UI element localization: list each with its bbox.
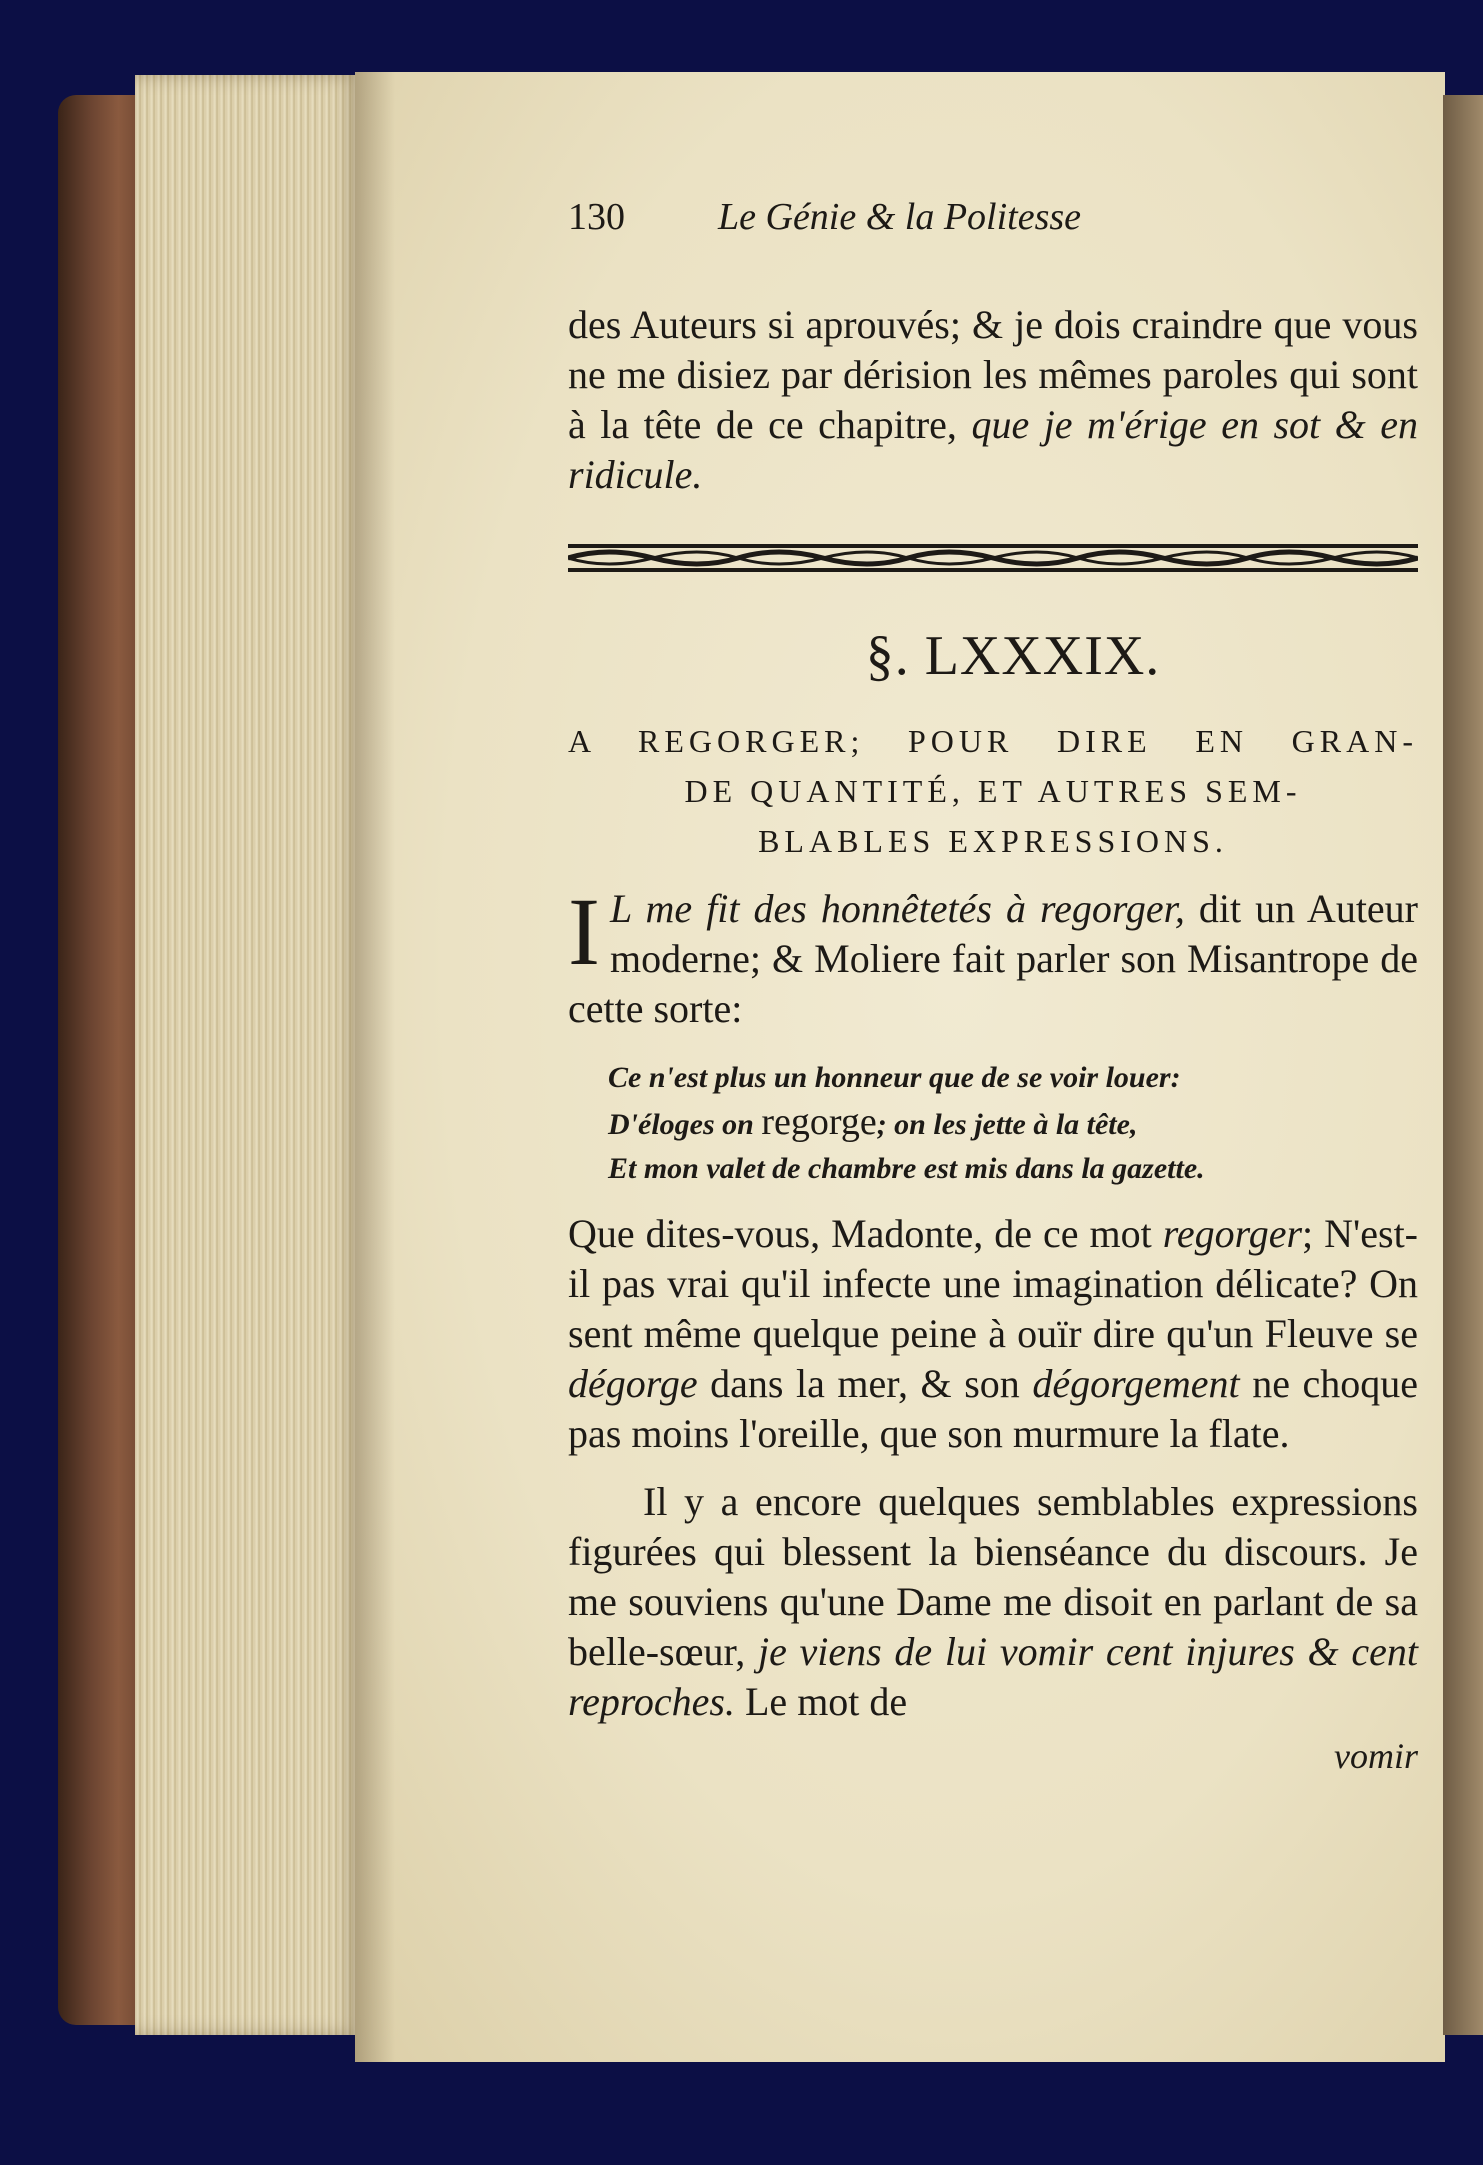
paragraph-3 <box>568 1477 1418 1727</box>
section-heading <box>568 716 1418 866</box>
ornament-rule <box>568 540 1418 576</box>
p2-d: dégorge <box>568 1361 698 1406</box>
page-stack-edge <box>135 75 360 2035</box>
running-head <box>568 195 1418 255</box>
facing-page-edge <box>1443 95 1483 2035</box>
page-content <box>568 195 1418 1777</box>
verse-line-1: Ce n'est plus un honneur que de se voir louer: <box>608 1061 1181 1094</box>
heading-line-2: DE QUANTITÉ, ET AUTRES SEM- <box>684 773 1302 809</box>
verse-line-2 <box>608 1100 1418 1147</box>
p2-e: dans la mer, & son <box>697 1361 1033 1406</box>
verse-line-2-a: D'éloges on <box>608 1108 762 1141</box>
p2-c: ; N'est-il pas vrai qu'il infecte une imagination délicate? On sent même quelque peine à ouïr dire qu'un Fleuve se <box>568 1211 1418 1356</box>
verse-line-3: Et mon valet de chambre est mis dans la gazette. <box>608 1152 1205 1185</box>
heading-line-3: BLABLES EXPRESSIONS. <box>758 823 1228 859</box>
top-paragraph <box>568 300 1418 500</box>
p2-f: dégorgement <box>1032 1361 1240 1406</box>
top-paragraph-text: des Auteurs si aprouvés; & je dois craindre que vous ne me disiez par dérision les mêmes paroles qui sont à la tête de ce chapitre, <box>568 302 1418 447</box>
p2-g: ne choque pas moins l'oreille, que son murmure la flate. <box>568 1361 1419 1456</box>
paragraph-1-text: dit un Auteur moderne; & Moliere fait parler son Misantrope de cette sorte: <box>568 886 1419 1031</box>
paragraph-1 <box>568 878 1419 1034</box>
p2-b: regorger <box>1162 1211 1303 1256</box>
section-number: §. LXXXIX. <box>865 625 1161 687</box>
page-number: 130 <box>568 196 625 238</box>
p3-c: Le mot de <box>735 1679 908 1724</box>
paragraph-2 <box>568 1209 1418 1459</box>
gutter-shadow <box>355 72 395 2062</box>
catchword: vomir <box>1334 1736 1418 1776</box>
verse-line-2-c: ; on les jette à la tête, <box>876 1108 1138 1141</box>
verse-line-2-b: regorge <box>761 1101 877 1143</box>
drop-cap: I <box>568 878 600 985</box>
top-paragraph-italic: que je m'érige en sot & en ridicule. <box>568 402 1418 497</box>
verse-quotation <box>608 1056 1418 1191</box>
running-title: Le Génie & la Politesse <box>718 196 1082 238</box>
paragraph-1-italic: L me fit des honnêtetés à regorger, <box>609 886 1185 931</box>
heading-line-1: A REGORGER; POUR DIRE EN GRAN- <box>568 723 1418 759</box>
p3-b: je viens de lui vomir cent injures & cent reproches. <box>568 1629 1419 1724</box>
p3-a: Il y a encore quelques semblables expressions figurées qui blessent la bienséance du discours. Je me souviens qu'une Dame me disoit en parlant de sa belle-sœur, <box>568 1479 1418 1674</box>
p2-a: Que dites-vous, Madonte, de ce mot <box>568 1211 1163 1256</box>
